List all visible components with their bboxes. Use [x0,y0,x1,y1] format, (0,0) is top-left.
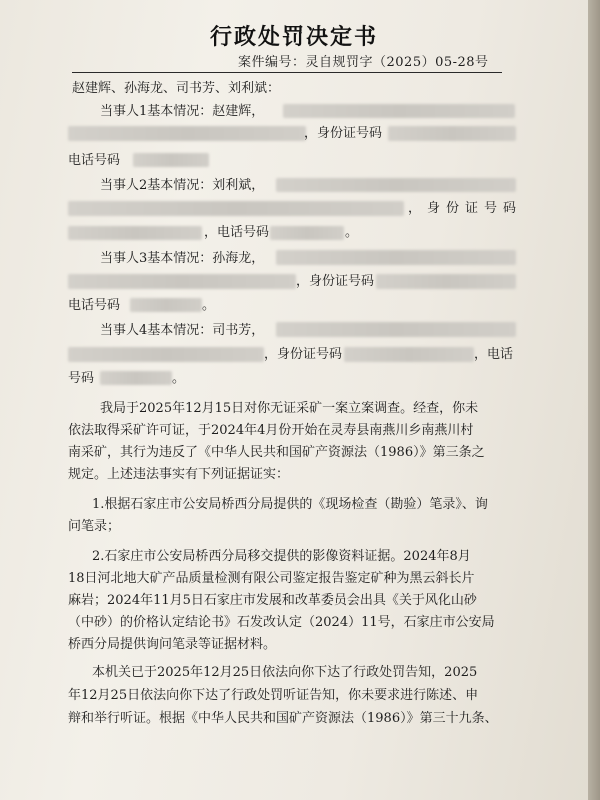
body-line: 我局于2025年12月15日对你无证采矿一案立案调查。经查，你未 [100,401,479,416]
case-number-underline [72,72,502,73]
body-line: 南采矿，其行为违反了《中华人民共和国矿产资源法（1986）》第三条之 [68,445,485,460]
body-line: 问笔录； [68,519,121,534]
redacted-party4-phone [100,371,172,385]
document-title: 行政处罚决定书 [209,24,378,50]
party4-heading: 当事人4基本情况：司书芳， [100,323,265,338]
party4-id-label: ，身份证号码 [264,347,343,362]
redacted-party3-phone [130,298,202,312]
party2-phone-suffix: 。 [345,225,359,240]
party4-phone-suffix: 。 [172,371,186,386]
body-line: 依法取得采矿许可证，于2024年4月份开始在灵寿县南燕川乡南燕川村 [68,423,474,438]
redacted-party4-id [344,347,474,362]
party3-id-label: ，身份证号码 [296,274,375,289]
redacted-party3-address-a [276,250,516,265]
recipients-line: 赵建辉、孙海龙、司书芳、刘利斌： [72,81,281,96]
body-line: 2.石家庄市公安局桥西分局移交提供的影像资料证据。2024年8月 [92,549,471,564]
party1-phone-label: 电话号码 [68,153,121,168]
party4-phone-label-a: ，电话 [474,347,514,362]
party2-heading: 当事人2基本情况：刘利斌， [100,178,265,193]
body-line: 1.根据石家庄市公安局桥西分局提供的《现场检查（勘验）笔录》、询 [92,497,488,512]
redacted-party2-address-b [68,201,404,216]
page-edge-shadow [588,0,600,800]
redacted-party1-id [388,126,516,141]
body-line: 麻岩；2024年11月5日石家庄市发展和改革委员会出具《关于风化山砂 [68,593,477,608]
redacted-party2-address-a [276,178,516,192]
body-line: 本机关已于2025年12月25日依法向你下达了行政处罚告知，2025 [92,665,478,680]
body-line: （中砂）的价格认定结论书》石发改认定（2024）11号，石家庄市公安局 [68,615,495,630]
party3-phone-suffix: 。 [202,298,216,313]
redacted-party2-phone [270,226,344,240]
body-line: 规定。上述违法事实有下列证据证实： [68,467,290,482]
redacted-party3-id [376,274,516,289]
case-number: 案件编号：灵自规罚字（2025）05-28号 [238,55,489,70]
redacted-party1-address-a [283,104,515,118]
body-line: 桥西分局提供询问笔录等证据材料。 [68,637,277,652]
party3-phone-label: 电话号码 [68,298,121,313]
redacted-party4-address-a [276,322,516,337]
body-line: 辩和举行听证。根据《中华人民共和国矿产资源法（1986）》第三十九条、 [68,711,498,726]
redacted-party3-address-b [68,274,296,289]
party2-phone-label: ，电话号码 [204,225,270,240]
party3-heading: 当事人3基本情况：孙海龙， [100,251,265,266]
party2-id-label: ，身份证号码 [408,201,523,216]
redacted-party1-address-b [68,126,306,141]
party4-phone-label-b: 号码 [68,371,95,386]
body-line: 18日河北地大矿产品质量检测有限公司鉴定报告鉴定矿种为黑云斜长片 [68,571,475,586]
party1-id-label: ，身份证号码 [304,126,383,141]
party1-heading: 当事人1基本情况：赵建辉， [100,104,265,119]
redacted-party1-phone [133,153,209,167]
body-line: 年12月25日依法向你下达了行政处罚听证告知，你未要求进行陈述、申 [68,688,479,703]
redacted-party2-id [68,226,202,240]
redacted-party4-address-b [68,347,264,362]
